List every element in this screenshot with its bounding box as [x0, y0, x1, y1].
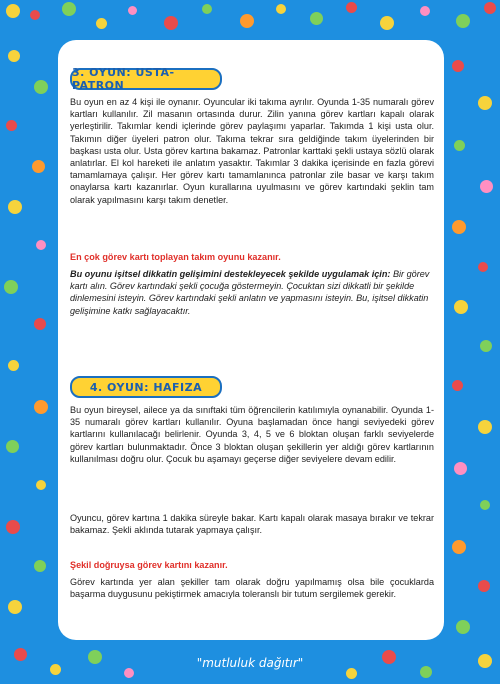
confetti-dot: [454, 300, 468, 314]
confetti-dot: [4, 280, 18, 294]
hafiza-rules: Bu oyun bireysel, ailece ya da sınıftaki tüm öğrencilerin katılımıyla oynanabilir. Oyunda 1-35 numaralı görev kartları kullanılır. Oyuna başlamadan önce hangi seviyedeki görev kartlarını kullanılacağı belirlenir. Oyunda 3, 4, 5 ve 6 bloktan oluşan farklı seviyelerde görev kartları bulunmaktadır. Önce 3 bloktan oluşan şekillerin yer aldığı görev kartlarının kullanılması doğru olur. Çocuk bu aşamayı geçerse diğer seviyelere devam edilir.: [70, 405, 434, 464]
confetti-dot: [164, 16, 178, 30]
confetti-dot: [480, 340, 492, 352]
confetti-dot: [480, 180, 493, 193]
usta-patron-win-rule: En çok görev kartı toplayan takım oyunu kazanır.: [70, 252, 281, 262]
confetti-dot: [30, 10, 40, 20]
confetti-dot: [6, 520, 20, 534]
confetti-dot: [456, 620, 470, 634]
confetti-dot: [8, 360, 19, 371]
confetti-dot: [452, 60, 464, 72]
hafiza-tolerance-note: Görev kartında yer alan şekiller tam olarak doğru yapılmamış olsa bile çocuklarda başarma duygusunu pekiştirmek amacıyla toleranslı bir tutum sergilemek gerekir.: [70, 577, 434, 600]
confetti-dot: [480, 500, 490, 510]
usta-patron-rules: Bu oyun en az 4 kişi ile oynanır. Oyuncular iki takıma ayrılır. Oyunda 1-35 numaralı görev kartları kullanılır. Zil masanın ortasında durur. Zilin yanına görev kartları kapalı olarak yerleştirilir. Takımlar kendi içlerinde görev paylaşımı yaparlar. Takımda 1 kişi usta olur. Takımın diğer üyeleri patron olur. Takıma tekrar sıra geldiğinde takım üyelerinden bir başkası usta olur. Usta görev kartına bakamaz. Patronlar karttaki şekli ustaya sözlü olarak anlatırlar. El kol hareketi ile anlatım yasaktır. Takımlar 3 dakika içerisinde en fazla görevi tamamlamaya çalışır. Her görev kartı tamamlanınca patronlar zile basar ve karşı takım onaylarsa kartı kazanırlar. Oyun kurallarına uyulmasını ve görev kartındaki şeklin tam olarak yapılmasını karşı takım denetler.: [70, 97, 434, 205]
confetti-dot: [6, 120, 17, 131]
confetti-dot: [62, 2, 76, 16]
section-heading-hafiza: 4. OYUN: HAFIZA: [70, 376, 222, 398]
confetti-dot: [34, 318, 46, 330]
confetti-dot: [34, 560, 46, 572]
confetti-dot: [32, 160, 45, 173]
section-heading-usta-patron: 3. OYUN: USTA-PATRON: [70, 68, 222, 90]
confetti-dot: [452, 380, 463, 391]
confetti-dot: [8, 50, 20, 62]
confetti-dot: [484, 2, 496, 14]
hafiza-instructions: Oyuncu, görev kartına 1 dakika süreyle bakar. Kartı kapalı olarak masaya bırakır ve tekrar bakamaz. Şekli aklında tutarak yapmaya çalışır.: [70, 513, 434, 536]
confetti-dot: [454, 140, 465, 151]
confetti-dot: [380, 16, 394, 30]
confetti-dot: [202, 4, 212, 14]
confetti-dot: [478, 420, 492, 434]
confetti-dot: [6, 4, 20, 18]
confetti-dot: [420, 6, 430, 16]
confetti-dot: [240, 14, 254, 28]
confetti-dot: [8, 200, 22, 214]
confetti-dot: [36, 480, 46, 490]
confetti-dot: [454, 462, 467, 475]
confetti-dot: [452, 540, 466, 554]
usta-patron-note-lead: Bu oyunu işitsel dikkatin gelişimini destekleyecek şekilde uygulamak için:: [70, 269, 391, 279]
confetti-dot: [128, 6, 137, 15]
confetti-dot: [456, 14, 470, 28]
confetti-dot: [276, 4, 286, 14]
confetti-dot: [346, 2, 357, 13]
hafiza-win-rule: Şekil doğruysa görev kartını kazanır.: [70, 560, 228, 570]
usta-patron-note-body: Bir görev kartı alın. Görev kartındaki şekli çocuğa göstermeyin. Çocuktan sizi dikkatli bir şekilde dinlemesini isteyin. Görev kartındaki şekli anlatın ve yapmasını isteyin. Bu, işitsel dikkatin gelişimine katkı sağlayacaktır.: [70, 269, 430, 316]
usta-patron-note: [70, 268, 434, 317]
confetti-dot: [478, 96, 492, 110]
confetti-dot: [8, 600, 22, 614]
footer-slogan: "mutluluk dağıtır": [196, 656, 304, 670]
confetti-dot: [36, 240, 46, 250]
confetti-dot: [310, 12, 323, 25]
confetti-dot: [34, 400, 48, 414]
confetti-dot: [478, 580, 490, 592]
confetti-dot: [478, 262, 488, 272]
confetti-dot: [96, 18, 107, 29]
confetti-dot: [6, 440, 19, 453]
confetti-dot: [34, 80, 48, 94]
confetti-dot: [452, 220, 466, 234]
